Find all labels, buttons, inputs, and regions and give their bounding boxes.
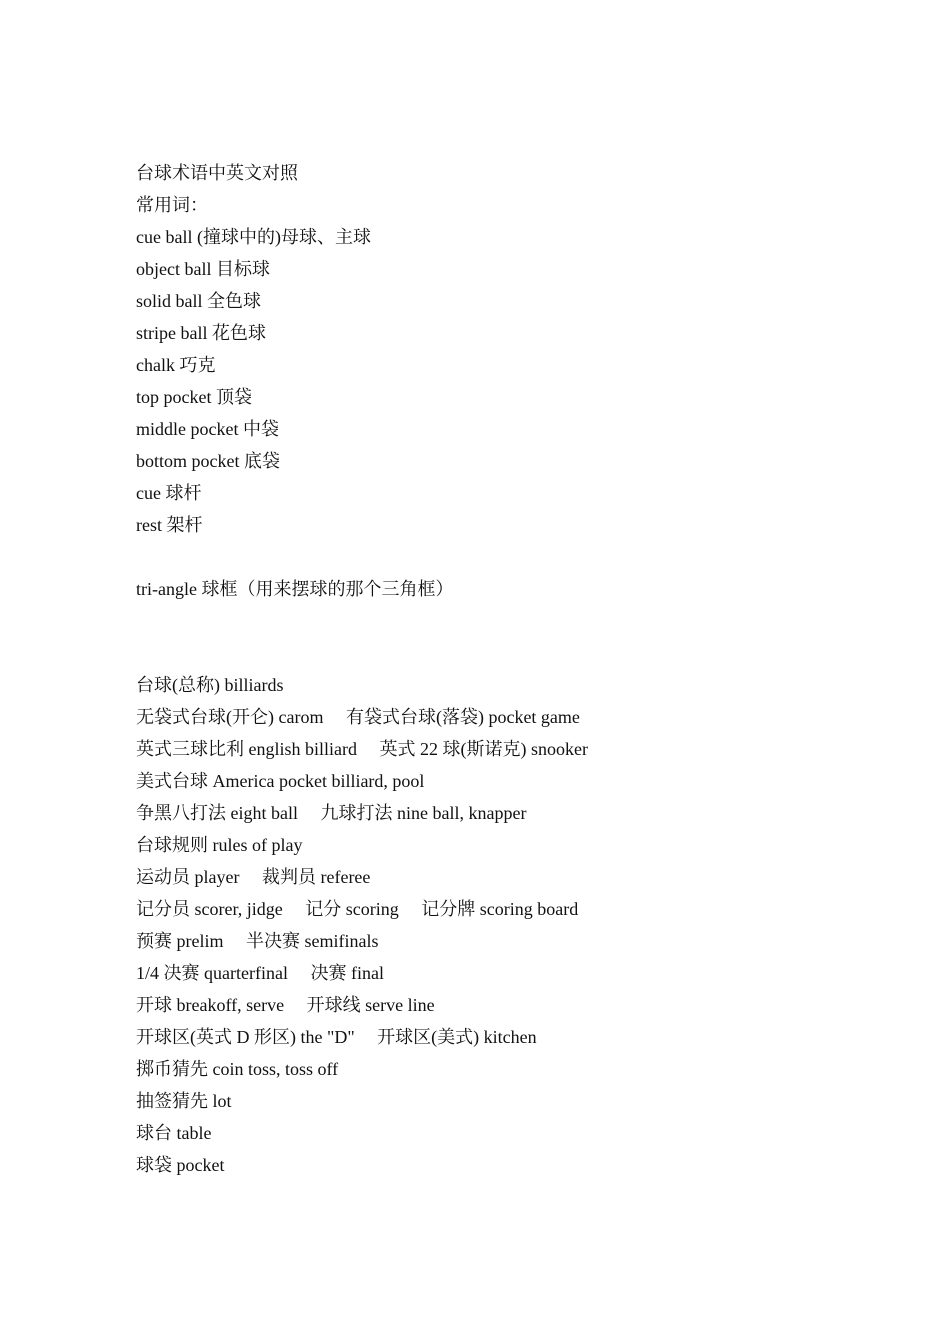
term-line: chalk 巧克 — [136, 355, 216, 375]
term-line: middle pocket 中袋 — [136, 419, 279, 439]
term-line: 运动员 player 裁判员 referee — [136, 867, 371, 887]
term-line: cue 球杆 — [136, 483, 202, 503]
term-line: tri-angle 球框（用来摆球的那个三角框） — [136, 579, 454, 599]
term-line: 掷币猜先 coin toss, toss off — [136, 1059, 339, 1079]
term-line: 开球 breakoff, serve 开球线 serve line — [136, 995, 435, 1015]
term-line: 台球规则 rules of play — [136, 835, 303, 855]
term-line: cue ball (撞球中的)母球、主球 — [136, 227, 371, 247]
term-line: 台球(总称) billiards — [136, 675, 284, 695]
term-line: 无袋式台球(开仑) carom 有袋式台球(落袋) pocket game — [136, 707, 580, 727]
term-line: object ball 目标球 — [136, 259, 270, 279]
section-heading-common-words: 常用词： — [136, 195, 208, 215]
term-line: 美式台球 America pocket billiard, pool — [136, 771, 425, 791]
term-line: 争黑八打法 eight ball 九球打法 nine ball, knapper — [136, 803, 527, 823]
term-line: bottom pocket 底袋 — [136, 451, 280, 471]
spacer — [136, 605, 896, 669]
term-line: 抽签猜先 lot — [136, 1091, 232, 1111]
document-title: 台球术语中英文对照 — [136, 163, 298, 183]
term-line: 开球区(英式 D 形区) the "D" 开球区(美式) kitchen — [136, 1027, 537, 1047]
term-line: solid ball 全色球 — [136, 291, 261, 311]
term-line: rest 架杆 — [136, 515, 203, 535]
spacer — [136, 541, 896, 573]
term-line: 英式三球比利 english billiard 英式 22 球(斯诺克) snooker — [136, 739, 588, 759]
term-line: 球袋 pocket — [136, 1155, 225, 1175]
term-line: stripe ball 花色球 — [136, 323, 266, 343]
term-line: 记分员 scorer, jidge 记分 scoring 记分牌 scoring board — [136, 899, 579, 919]
term-line: 1/4 决赛 quarterfinal 决赛 final — [136, 963, 384, 983]
term-line: 预赛 prelim 半决赛 semifinals — [136, 931, 379, 951]
document-content — [136, 157, 896, 1181]
term-line: 球台 table — [136, 1123, 212, 1143]
term-line: top pocket 顶袋 — [136, 387, 252, 407]
